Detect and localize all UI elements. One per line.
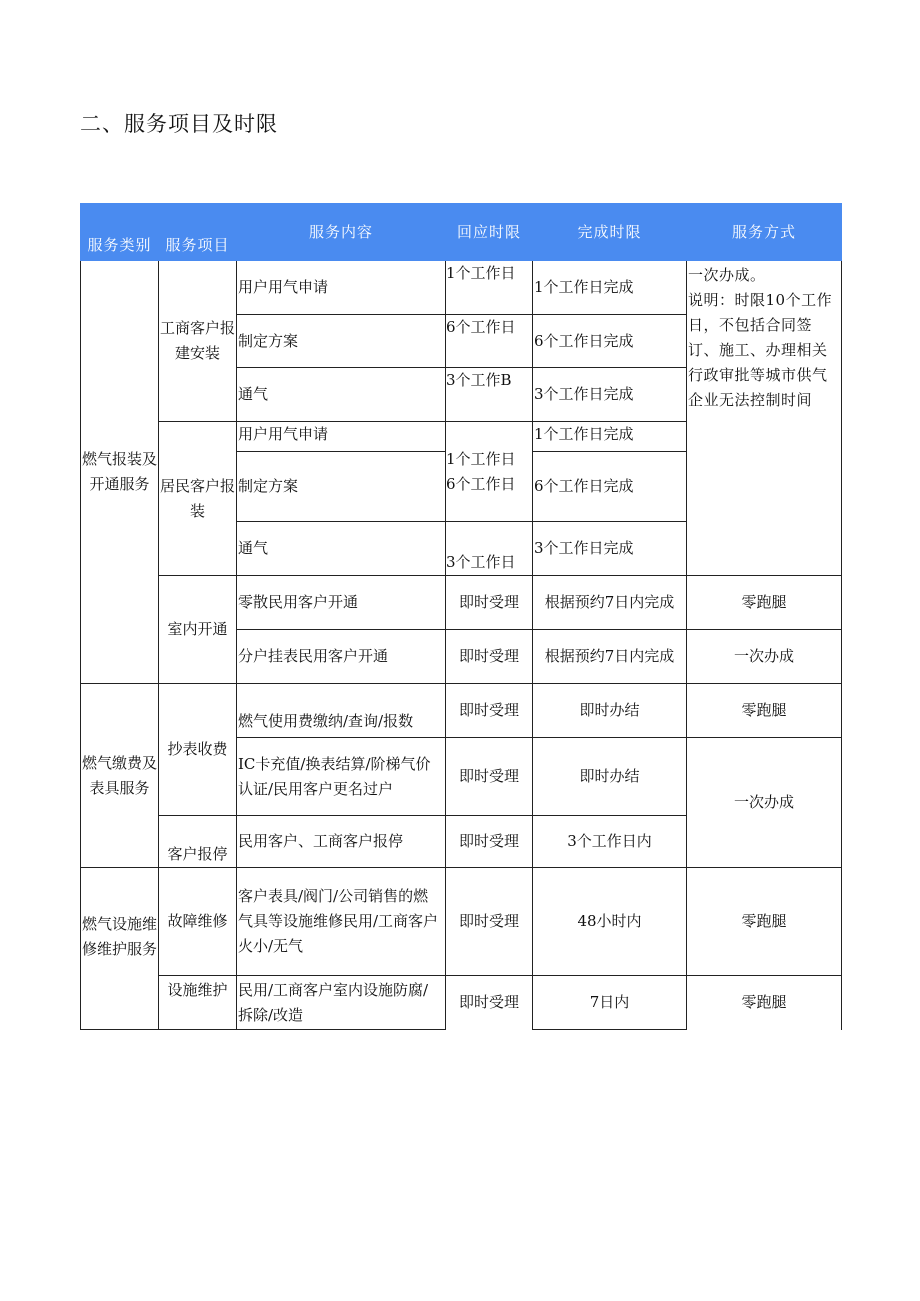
response-cell: 3个工作日: [446, 522, 533, 576]
mode-cell: 零跑腿: [687, 976, 842, 1030]
item-cell: 客户报停: [159, 816, 237, 868]
item-cell: 工商客户报建安装: [159, 261, 237, 422]
table-row: [81, 868, 842, 976]
response-cell: 即时受理: [446, 630, 533, 684]
completion-cell: 3个工作日完成: [533, 368, 687, 422]
content-cell: 制定方案: [237, 452, 446, 522]
completion-cell: 6个工作日完成: [533, 315, 687, 368]
completion-cell: 7日内: [533, 976, 687, 1030]
mode-main-line1: 一次办成。: [688, 266, 766, 284]
response-line: 6个工作日: [446, 474, 516, 493]
item-cell: 故障维修: [159, 868, 237, 976]
item-cell: 抄表收费: [159, 684, 237, 816]
completion-cell: 1个工作日完成: [533, 422, 687, 452]
completion-cell: 3个工作日内: [533, 816, 687, 868]
mode-cell: [687, 261, 842, 576]
response-cell: [446, 422, 533, 522]
response-cell: 即时受理: [446, 976, 533, 1030]
response-cell: 即时受理: [446, 684, 533, 738]
completion-cell: 根据预约7日内完成: [533, 576, 687, 630]
category-cell: 燃气报装及开通服务: [81, 261, 159, 684]
completion-cell: 即时办结: [533, 738, 687, 816]
table-row: [81, 576, 842, 630]
category-cell: 燃气设施维修维护服务: [81, 868, 159, 1030]
content-cell: 通气: [237, 368, 446, 422]
table-row: [81, 684, 842, 738]
mode-cell: 零跑腿: [687, 576, 842, 630]
content-cell: 用户用气申请: [237, 422, 446, 452]
section-heading: 二、服务项目及时限: [80, 112, 278, 136]
table-row: [81, 976, 842, 1030]
completion-cell: 3个工作日完成: [533, 522, 687, 576]
content-cell: IC卡充值/换表结算/阶梯气价认证/民用客户更名过户: [237, 738, 446, 816]
content-cell: 燃气使用费缴纳/查询/报数: [237, 684, 446, 738]
response-cell: 即时受理: [446, 738, 533, 816]
service-table: [80, 203, 842, 1030]
category-cell: 燃气缴费及表具服务: [81, 684, 159, 868]
mode-cell: 零跑腿: [687, 684, 842, 738]
table-row: [81, 261, 842, 315]
item-cell: 设施维护: [159, 976, 237, 1030]
content-cell: 客户表具/阀门/公司销售的燃气具等设施维修民用/工商客户火小/无气: [237, 868, 446, 976]
response-cell: 即时受理: [446, 868, 533, 976]
completion-cell: 根据预约7日内完成: [533, 630, 687, 684]
content-cell: 零散民用客户开通: [237, 576, 446, 630]
table-header-row: [81, 204, 842, 261]
response-cell: 6个工作日: [446, 315, 533, 368]
response-cell: 即时受理: [446, 816, 533, 868]
response-cell: 3个工作B: [446, 368, 533, 422]
mode-cell: 一次办成: [687, 630, 842, 684]
header-category: 服务类别: [81, 204, 159, 261]
response-line: 1个工作日: [446, 449, 516, 468]
header-content: 服务内容: [237, 204, 446, 261]
header-completion: 完成时限: [533, 204, 687, 261]
item-cell: 居民客户报装: [159, 422, 237, 576]
mode-cell: 零跑腿: [687, 868, 842, 976]
header-response: 回应时限: [446, 204, 533, 261]
content-cell: 制定方案: [237, 315, 446, 368]
content-cell: 民用客户、工商客户报停: [237, 816, 446, 868]
mode-main-note: 说明：时限10个工作日，不包括合同签订、施工、办理相关行政审批等城市供气企业无法控制时间: [688, 291, 833, 409]
item-cell: 室内开通: [159, 576, 237, 684]
content-cell: 通气: [237, 522, 446, 576]
completion-cell: 6个工作日完成: [533, 452, 687, 522]
header-item: 服务项目: [159, 204, 237, 261]
content-cell: 民用/工商客户室内设施防腐/拆除/改造: [237, 976, 446, 1030]
completion-cell: 1个工作日完成: [533, 261, 687, 315]
header-mode: 服务方式: [687, 204, 842, 261]
content-cell: 分户挂表民用客户开通: [237, 630, 446, 684]
completion-cell: 48小时内: [533, 868, 687, 976]
response-cell: 1个工作日: [446, 261, 533, 315]
response-cell: 即时受理: [446, 576, 533, 630]
completion-cell: 即时办结: [533, 684, 687, 738]
content-cell: 用户用气申请: [237, 261, 446, 315]
mode-cell: 一次办成: [687, 738, 842, 868]
